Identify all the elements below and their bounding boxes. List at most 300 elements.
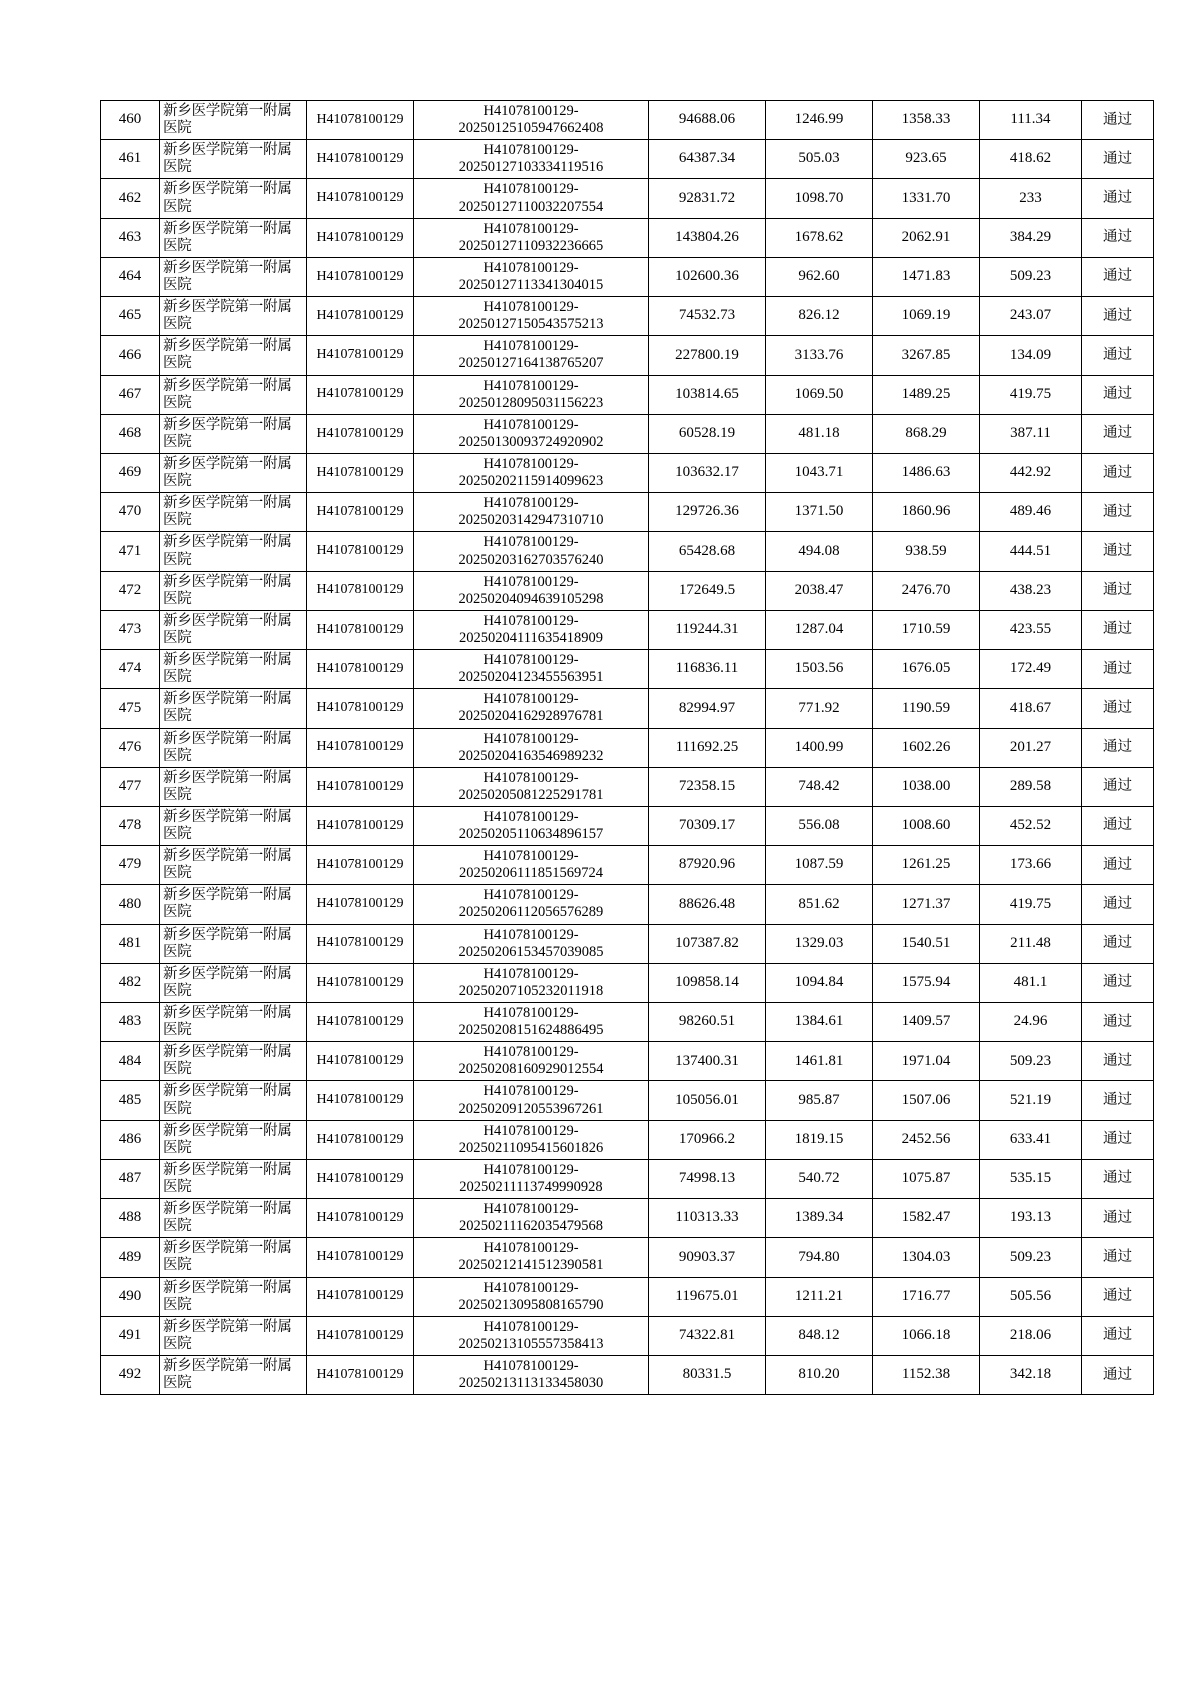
serial-suffix: 20250125105947662408 (458, 120, 604, 137)
cell-organization: 新乡医学院第一附属医院 (160, 414, 307, 453)
serial-prefix: H41078100129- (483, 1240, 579, 1257)
serial-suffix: 20250205110634896157 (458, 826, 604, 843)
cell-amount-two: 556.08 (766, 806, 873, 845)
cell-amount-four: 201.27 (980, 728, 1082, 767)
cell-amount-three: 938.59 (873, 532, 980, 571)
serial-prefix: H41078100129- (483, 887, 579, 904)
cell-organization: 新乡医学院第一附属医院 (160, 1277, 307, 1316)
serial-suffix: 20250211095415601826 (458, 1139, 604, 1156)
table-row (101, 610, 1154, 649)
cell-amount-two: 1503.56 (766, 650, 873, 689)
cell-index: 472 (101, 571, 160, 610)
cell-amount-four: 289.58 (980, 767, 1082, 806)
cell-amount-three: 923.65 (873, 140, 980, 179)
cell-amount-three: 1860.96 (873, 493, 980, 532)
serial-prefix: H41078100129- (483, 1161, 579, 1178)
cell-amount-total: 116836.11 (649, 650, 766, 689)
cell-amount-total: 119244.31 (649, 610, 766, 649)
serial-prefix: H41078100129- (483, 259, 579, 276)
serial-suffix: 20250127103334119516 (458, 159, 604, 176)
cell-amount-four: 509.23 (980, 1042, 1082, 1081)
cell-status: 通过 (1082, 924, 1154, 963)
cell-serial-number (414, 1238, 649, 1277)
cell-amount-four: 387.11 (980, 414, 1082, 453)
cell-amount-total: 137400.31 (649, 1042, 766, 1081)
cell-amount-two: 1819.15 (766, 1120, 873, 1159)
cell-status: 通过 (1082, 257, 1154, 296)
cell-organization: 新乡医学院第一附属医院 (160, 610, 307, 649)
serial-suffix: 20250211162035479568 (459, 1218, 603, 1235)
serial-prefix: H41078100129- (483, 142, 579, 159)
cell-serial-number (414, 1042, 649, 1081)
cell-amount-three: 1582.47 (873, 1199, 980, 1238)
cell-status: 通过 (1082, 1120, 1154, 1159)
serial-prefix: H41078100129- (483, 848, 579, 865)
cell-amount-two: 748.42 (766, 767, 873, 806)
cell-status: 通过 (1082, 1081, 1154, 1120)
cell-amount-two: 826.12 (766, 297, 873, 336)
table-row (101, 1316, 1154, 1355)
serial-suffix: 20250203142947310710 (458, 512, 604, 529)
cell-organization: 新乡医学院第一附属医院 (160, 650, 307, 689)
cell-org-code: H41078100129 (307, 885, 414, 924)
cell-index: 470 (101, 493, 160, 532)
serial-suffix: 20250213105557358413 (458, 1335, 604, 1352)
serial-suffix: 20250204094639105298 (458, 590, 604, 607)
cell-org-code: H41078100129 (307, 140, 414, 179)
cell-serial-number (414, 297, 649, 336)
cell-index: 481 (101, 924, 160, 963)
cell-organization: 新乡医学院第一附属医院 (160, 767, 307, 806)
cell-amount-three: 1409.57 (873, 1003, 980, 1042)
cell-index: 485 (101, 1081, 160, 1120)
cell-organization: 新乡医学院第一附属医院 (160, 1159, 307, 1198)
cell-amount-four: 505.56 (980, 1277, 1082, 1316)
cell-amount-total: 74322.81 (649, 1316, 766, 1355)
cell-amount-two: 1329.03 (766, 924, 873, 963)
cell-status: 通过 (1082, 297, 1154, 336)
cell-serial-number (414, 257, 649, 296)
serial-suffix: 20250208151624886495 (458, 1022, 604, 1039)
cell-organization: 新乡医学院第一附属医院 (160, 1081, 307, 1120)
cell-amount-three: 2476.70 (873, 571, 980, 610)
cell-status: 通过 (1082, 571, 1154, 610)
cell-status: 通过 (1082, 532, 1154, 571)
cell-serial-number (414, 767, 649, 806)
cell-amount-three: 1075.87 (873, 1159, 980, 1198)
cell-amount-three: 868.29 (873, 414, 980, 453)
cell-amount-four: 442.92 (980, 453, 1082, 492)
serial-prefix: H41078100129- (483, 1279, 579, 1296)
serial-prefix: H41078100129- (483, 1201, 579, 1218)
serial-suffix: 20250127113341304015 (458, 276, 604, 293)
cell-status: 通过 (1082, 336, 1154, 375)
serial-suffix: 20250204163546989232 (458, 747, 604, 764)
cell-amount-four: 172.49 (980, 650, 1082, 689)
serial-prefix: H41078100129- (483, 220, 579, 237)
cell-amount-four: 173.66 (980, 846, 1082, 885)
serial-prefix: H41078100129- (483, 691, 579, 708)
cell-amount-four: 419.75 (980, 375, 1082, 414)
cell-org-code: H41078100129 (307, 610, 414, 649)
table-row (101, 1081, 1154, 1120)
cell-org-code: H41078100129 (307, 1159, 414, 1198)
cell-index: 465 (101, 297, 160, 336)
serial-prefix: H41078100129- (483, 926, 579, 943)
cell-amount-three: 1507.06 (873, 1081, 980, 1120)
cell-amount-three: 1304.03 (873, 1238, 980, 1277)
cell-organization: 新乡医学院第一附属医院 (160, 1120, 307, 1159)
cell-amount-total: 111692.25 (649, 728, 766, 767)
cell-status: 通过 (1082, 218, 1154, 257)
cell-amount-four: 111.34 (980, 101, 1082, 140)
cell-amount-total: 65428.68 (649, 532, 766, 571)
cell-index: 484 (101, 1042, 160, 1081)
cell-amount-four: 211.48 (980, 924, 1082, 963)
cell-amount-four: 633.41 (980, 1120, 1082, 1159)
table-row (101, 532, 1154, 571)
cell-amount-two: 851.62 (766, 885, 873, 924)
cell-index: 468 (101, 414, 160, 453)
table-row (101, 806, 1154, 845)
cell-org-code: H41078100129 (307, 414, 414, 453)
serial-suffix: 20250212141512390581 (458, 1257, 604, 1274)
cell-amount-two: 540.72 (766, 1159, 873, 1198)
settlement-table (100, 100, 1154, 1395)
cell-amount-three: 1331.70 (873, 179, 980, 218)
cell-serial-number (414, 571, 649, 610)
cell-amount-two: 505.03 (766, 140, 873, 179)
cell-amount-two: 3133.76 (766, 336, 873, 375)
cell-index: 463 (101, 218, 160, 257)
table-row (101, 257, 1154, 296)
cell-org-code: H41078100129 (307, 728, 414, 767)
table-row (101, 571, 1154, 610)
cell-serial-number (414, 650, 649, 689)
cell-amount-three: 1716.77 (873, 1277, 980, 1316)
cell-amount-total: 170966.2 (649, 1120, 766, 1159)
cell-index: 483 (101, 1003, 160, 1042)
cell-serial-number (414, 336, 649, 375)
cell-organization: 新乡医学院第一附属医院 (160, 1356, 307, 1395)
serial-prefix: H41078100129- (483, 299, 579, 316)
cell-organization: 新乡医学院第一附属医院 (160, 728, 307, 767)
table-row (101, 140, 1154, 179)
cell-amount-three: 1261.25 (873, 846, 980, 885)
cell-organization: 新乡医学院第一附属医院 (160, 532, 307, 571)
cell-organization: 新乡医学院第一附属医院 (160, 689, 307, 728)
serial-suffix: 20250208160929012554 (458, 1061, 604, 1078)
cell-organization: 新乡医学院第一附属医院 (160, 963, 307, 1002)
cell-amount-total: 90903.37 (649, 1238, 766, 1277)
table-row (101, 297, 1154, 336)
serial-prefix: H41078100129- (483, 1318, 579, 1335)
table-row (101, 414, 1154, 453)
cell-org-code: H41078100129 (307, 1356, 414, 1395)
cell-amount-three: 1358.33 (873, 101, 980, 140)
cell-index: 477 (101, 767, 160, 806)
cell-amount-three: 1008.60 (873, 806, 980, 845)
cell-amount-three: 2452.56 (873, 1120, 980, 1159)
cell-index: 473 (101, 610, 160, 649)
cell-serial-number (414, 728, 649, 767)
cell-amount-two: 1678.62 (766, 218, 873, 257)
cell-amount-three: 1066.18 (873, 1316, 980, 1355)
cell-amount-three: 2062.91 (873, 218, 980, 257)
serial-prefix: H41078100129- (483, 455, 579, 472)
cell-amount-four: 418.62 (980, 140, 1082, 179)
cell-amount-four: 384.29 (980, 218, 1082, 257)
cell-index: 466 (101, 336, 160, 375)
cell-index: 488 (101, 1199, 160, 1238)
table-row (101, 846, 1154, 885)
cell-status: 通过 (1082, 885, 1154, 924)
cell-amount-two: 1461.81 (766, 1042, 873, 1081)
table-row (101, 336, 1154, 375)
cell-org-code: H41078100129 (307, 1081, 414, 1120)
cell-amount-four: 521.19 (980, 1081, 1082, 1120)
cell-amount-four: 233 (980, 179, 1082, 218)
cell-serial-number (414, 1356, 649, 1395)
cell-organization: 新乡医学院第一附属医院 (160, 571, 307, 610)
cell-serial-number (414, 532, 649, 571)
cell-organization: 新乡医学院第一附属医院 (160, 1316, 307, 1355)
cell-amount-two: 1043.71 (766, 453, 873, 492)
cell-serial-number (414, 1081, 649, 1120)
cell-amount-three: 1710.59 (873, 610, 980, 649)
table-row (101, 1356, 1154, 1395)
cell-status: 通过 (1082, 453, 1154, 492)
cell-status: 通过 (1082, 1277, 1154, 1316)
cell-amount-three: 3267.85 (873, 336, 980, 375)
cell-amount-three: 1271.37 (873, 885, 980, 924)
cell-amount-four: 193.13 (980, 1199, 1082, 1238)
serial-prefix: H41078100129- (483, 965, 579, 982)
cell-index: 479 (101, 846, 160, 885)
cell-serial-number (414, 885, 649, 924)
cell-org-code: H41078100129 (307, 101, 414, 140)
cell-org-code: H41078100129 (307, 963, 414, 1002)
cell-amount-two: 1069.50 (766, 375, 873, 414)
cell-serial-number (414, 375, 649, 414)
table-row (101, 493, 1154, 532)
cell-org-code: H41078100129 (307, 336, 414, 375)
serial-suffix: 20250127110932236665 (458, 237, 604, 254)
cell-amount-two: 794.80 (766, 1238, 873, 1277)
cell-amount-two: 1400.99 (766, 728, 873, 767)
cell-org-code: H41078100129 (307, 532, 414, 571)
cell-amount-two: 1246.99 (766, 101, 873, 140)
serial-suffix: 20250202115914099623 (458, 473, 604, 490)
cell-status: 通过 (1082, 1042, 1154, 1081)
serial-suffix: 20250127110032207554 (458, 198, 604, 215)
cell-amount-two: 1389.34 (766, 1199, 873, 1238)
cell-amount-total: 129726.36 (649, 493, 766, 532)
table-row (101, 689, 1154, 728)
cell-amount-total: 92831.72 (649, 179, 766, 218)
cell-amount-three: 1489.25 (873, 375, 980, 414)
cell-status: 通过 (1082, 650, 1154, 689)
table-row (101, 767, 1154, 806)
cell-serial-number (414, 218, 649, 257)
serial-suffix: 20250130093724920902 (458, 433, 604, 450)
serial-suffix: 20250213095808165790 (458, 1296, 604, 1313)
cell-amount-total: 74532.73 (649, 297, 766, 336)
table-row (101, 375, 1154, 414)
cell-amount-total: 80331.5 (649, 1356, 766, 1395)
serial-prefix: H41078100129- (483, 338, 579, 355)
cell-index: 478 (101, 806, 160, 845)
serial-suffix: 20250211113749990928 (459, 1179, 603, 1196)
table-row (101, 453, 1154, 492)
cell-amount-four: 134.09 (980, 336, 1082, 375)
serial-prefix: H41078100129- (483, 416, 579, 433)
cell-organization: 新乡医学院第一附属医院 (160, 297, 307, 336)
cell-status: 通过 (1082, 493, 1154, 532)
serial-suffix: 20250209120553967261 (458, 1100, 604, 1117)
cell-amount-four: 342.18 (980, 1356, 1082, 1395)
table-row (101, 101, 1154, 140)
table-row (101, 179, 1154, 218)
cell-org-code: H41078100129 (307, 846, 414, 885)
cell-org-code: H41078100129 (307, 297, 414, 336)
table-body (101, 101, 1154, 1395)
cell-amount-four: 452.52 (980, 806, 1082, 845)
cell-organization: 新乡医学院第一附属医院 (160, 140, 307, 179)
cell-amount-two: 2038.47 (766, 571, 873, 610)
cell-status: 通过 (1082, 179, 1154, 218)
cell-status: 通过 (1082, 375, 1154, 414)
cell-amount-four: 24.96 (980, 1003, 1082, 1042)
serial-prefix: H41078100129- (483, 495, 579, 512)
cell-amount-four: 218.06 (980, 1316, 1082, 1355)
serial-prefix: H41078100129- (483, 1005, 579, 1022)
serial-prefix: H41078100129- (483, 181, 579, 198)
cell-organization: 新乡医学院第一附属医院 (160, 336, 307, 375)
cell-status: 通过 (1082, 414, 1154, 453)
cell-amount-total: 110313.33 (649, 1199, 766, 1238)
cell-amount-three: 1676.05 (873, 650, 980, 689)
cell-org-code: H41078100129 (307, 1003, 414, 1042)
cell-index: 476 (101, 728, 160, 767)
cell-index: 492 (101, 1356, 160, 1395)
cell-org-code: H41078100129 (307, 493, 414, 532)
cell-serial-number (414, 1277, 649, 1316)
cell-amount-four: 419.75 (980, 885, 1082, 924)
cell-amount-two: 848.12 (766, 1316, 873, 1355)
cell-index: 486 (101, 1120, 160, 1159)
cell-amount-three: 1190.59 (873, 689, 980, 728)
cell-serial-number (414, 806, 649, 845)
cell-amount-total: 119675.01 (649, 1277, 766, 1316)
cell-status: 通过 (1082, 963, 1154, 1002)
cell-organization: 新乡医学院第一附属医院 (160, 1238, 307, 1277)
table-row (101, 1120, 1154, 1159)
cell-amount-four: 418.67 (980, 689, 1082, 728)
cell-status: 通过 (1082, 101, 1154, 140)
table-row (101, 963, 1154, 1002)
cell-serial-number (414, 846, 649, 885)
cell-status: 通过 (1082, 728, 1154, 767)
cell-amount-four: 481.1 (980, 963, 1082, 1002)
table-row (101, 1003, 1154, 1042)
cell-index: 491 (101, 1316, 160, 1355)
serial-prefix: H41078100129- (483, 769, 579, 786)
cell-amount-two: 494.08 (766, 532, 873, 571)
cell-index: 489 (101, 1238, 160, 1277)
cell-amount-total: 103632.17 (649, 453, 766, 492)
cell-amount-four: 489.46 (980, 493, 1082, 532)
cell-status: 通过 (1082, 1356, 1154, 1395)
cell-index: 460 (101, 101, 160, 140)
cell-index: 461 (101, 140, 160, 179)
cell-serial-number (414, 453, 649, 492)
cell-org-code: H41078100129 (307, 650, 414, 689)
serial-prefix: H41078100129- (483, 377, 579, 394)
cell-amount-total: 94688.06 (649, 101, 766, 140)
cell-amount-total: 102600.36 (649, 257, 766, 296)
cell-index: 464 (101, 257, 160, 296)
cell-index: 469 (101, 453, 160, 492)
serial-suffix: 20250204123455563951 (458, 669, 604, 686)
serial-suffix: 20250128095031156223 (458, 394, 604, 411)
cell-amount-total: 143804.26 (649, 218, 766, 257)
cell-amount-total: 105056.01 (649, 1081, 766, 1120)
cell-amount-two: 1287.04 (766, 610, 873, 649)
serial-suffix: 20250205081225291781 (458, 786, 604, 803)
serial-suffix: 20250127164138765207 (458, 355, 604, 372)
cell-serial-number (414, 963, 649, 1002)
cell-organization: 新乡医学院第一附属医院 (160, 924, 307, 963)
serial-prefix: H41078100129- (483, 730, 579, 747)
cell-amount-two: 810.20 (766, 1356, 873, 1395)
cell-amount-total: 109858.14 (649, 963, 766, 1002)
cell-org-code: H41078100129 (307, 218, 414, 257)
cell-index: 482 (101, 963, 160, 1002)
serial-suffix: 20250207105232011918 (458, 982, 604, 999)
cell-status: 通过 (1082, 689, 1154, 728)
serial-prefix: H41078100129- (483, 1358, 579, 1374)
table-row (101, 885, 1154, 924)
cell-amount-total: 227800.19 (649, 336, 766, 375)
cell-org-code: H41078100129 (307, 1199, 414, 1238)
cell-organization: 新乡医学院第一附属医院 (160, 493, 307, 532)
cell-amount-four: 509.23 (980, 1238, 1082, 1277)
serial-prefix: H41078100129- (483, 612, 579, 629)
serial-prefix: H41078100129- (483, 573, 579, 590)
table-row (101, 1277, 1154, 1316)
serial-suffix: 20250204162928976781 (458, 708, 604, 725)
serial-prefix: H41078100129- (483, 1083, 579, 1100)
cell-index: 490 (101, 1277, 160, 1316)
cell-amount-total: 87920.96 (649, 846, 766, 885)
cell-organization: 新乡医学院第一附属医院 (160, 806, 307, 845)
cell-amount-total: 72358.15 (649, 767, 766, 806)
cell-amount-three: 1971.04 (873, 1042, 980, 1081)
cell-amount-three: 1152.38 (873, 1356, 980, 1395)
cell-amount-two: 481.18 (766, 414, 873, 453)
table-row (101, 650, 1154, 689)
cell-organization: 新乡医学院第一附属医院 (160, 1042, 307, 1081)
cell-organization: 新乡医学院第一附属医院 (160, 179, 307, 218)
cell-amount-two: 1384.61 (766, 1003, 873, 1042)
cell-organization: 新乡医学院第一附属医院 (160, 453, 307, 492)
cell-index: 474 (101, 650, 160, 689)
cell-serial-number (414, 179, 649, 218)
cell-amount-four: 509.23 (980, 257, 1082, 296)
cell-serial-number (414, 1159, 649, 1198)
cell-index: 462 (101, 179, 160, 218)
